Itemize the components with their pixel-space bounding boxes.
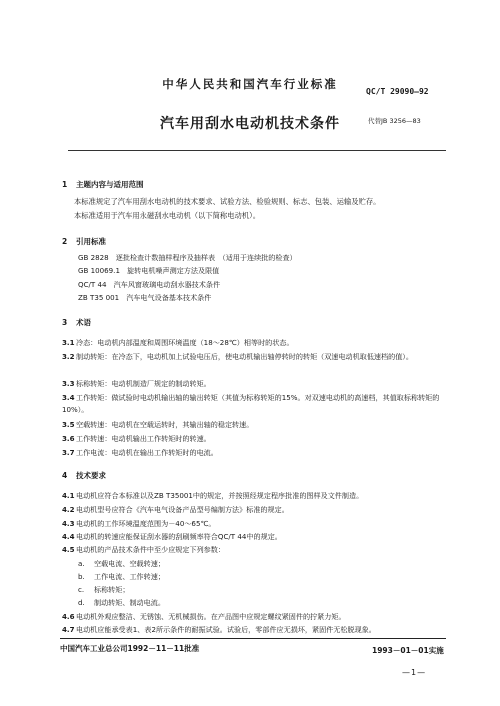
term-item <box>62 337 440 349</box>
footer-divider <box>60 638 446 639</box>
section-heading-4 <box>62 470 106 481</box>
parameter-text: 制动转矩、制动电流。 <box>94 598 165 607</box>
requirement-item <box>62 624 440 636</box>
requirement-number: 4.7 <box>62 625 75 634</box>
term-number: 3.3 <box>62 379 75 388</box>
scope-paragraph: 本标准规定了汽车用刮水电动机的技术要求、试验方法、检验规则、标志、包装、运输及贮存。 <box>74 197 381 206</box>
implementation-date: 1993－01－01实施 <box>372 646 444 655</box>
term-item <box>62 433 440 445</box>
requirement-number: 4.1 <box>62 491 75 500</box>
term-number: 3.5 <box>62 420 75 429</box>
requirement-number: 4.3 <box>62 519 75 528</box>
requirement-number: 4.2 <box>62 505 75 514</box>
parameter-item <box>78 559 165 569</box>
section-heading-2 <box>62 236 106 247</box>
standard-number: QC/T 29090—92 <box>366 87 429 96</box>
page-number: —1— <box>402 668 427 677</box>
term-number: 3.7 <box>62 448 75 457</box>
header-divider <box>68 150 446 151</box>
section-title: 技术要求 <box>76 471 106 480</box>
requirement-text: 电动机外观应整洁、无锈蚀、无机械损伤。在产品图中应规定螺纹紧固件的拧紧力矩。 <box>76 612 346 621</box>
requirement-text: 电动机的产品技术条件中至少应规定下列参数： <box>76 545 225 554</box>
section-heading-3 <box>62 317 91 328</box>
section-title: 主题内容与适用范围 <box>76 180 144 189</box>
section-number: 4 <box>62 471 68 480</box>
reference-item: GB 10069.1 旋转电机噪声测定方法及限值 <box>78 266 220 275</box>
term-text: 工作转速：电动机输出工作转矩时的转速。 <box>76 434 211 443</box>
term-item <box>62 419 440 431</box>
parameter-label: b. <box>78 572 85 581</box>
parameter-text: 工作电流、工作转速； <box>94 572 165 581</box>
parameter-text: 空载电流、空载转速； <box>94 559 165 568</box>
parameter-label: c. <box>78 585 85 594</box>
term-item <box>62 447 440 459</box>
term-item <box>62 392 440 416</box>
term-item <box>62 351 440 363</box>
section-title: 引用标准 <box>76 237 106 246</box>
parameter-label: a. <box>78 559 85 568</box>
term-number: 3.2 <box>62 352 75 361</box>
parameter-item <box>78 572 165 582</box>
term-text: 冷态：电动机内部温度和周围环境温度（18～28℃）相等时的状态。 <box>76 338 294 347</box>
requirement-number: 4.6 <box>62 612 75 621</box>
replaces-standard: 代替JB 3256—83 <box>368 117 421 125</box>
requirement-text: 电动机应能承受表1、表2所示条件的耐振试验。试验后，零部件应无损坏，紧固件无松脱现象。 <box>76 625 376 634</box>
parameter-item <box>78 585 129 595</box>
term-text: 制动转矩：在冷态下，电动机加上试验电压后，使电动机输出轴停转时的转矩（双速电动机取低速档的值）。 <box>76 352 413 361</box>
requirement-item <box>62 611 440 623</box>
term-number: 3.1 <box>62 338 75 347</box>
parameter-label: d. <box>78 598 85 607</box>
requirement-text: 电动机的转速应能保证刮水器的刮刷频率符合QC/T 44中的规定。 <box>76 532 282 541</box>
term-item <box>62 378 440 390</box>
requirement-item <box>62 531 440 543</box>
requirement-item <box>62 518 440 530</box>
section-heading-1 <box>62 179 144 190</box>
standard-category-title: 中华人民共和国汽车行业标准 <box>162 77 338 91</box>
requirement-text: 电动机的工作环境温度范围为－40～65℃。 <box>76 519 216 528</box>
approval-date: 中国汽车工业总公司1992－11－11批准 <box>60 644 200 653</box>
section-number: 3 <box>62 318 68 327</box>
section-title: 术语 <box>76 318 91 327</box>
requirement-number: 4.5 <box>62 545 75 554</box>
requirement-item <box>62 544 440 556</box>
term-text: 空载转速：电动机在空载运转时，其输出轴的稳定转速。 <box>76 420 254 429</box>
reference-item: GB 2828 逐批检查计数抽样程序及抽样表 （适用于连续批的检查） <box>78 253 297 262</box>
term-text: 工作电流：电动机在输出工作转矩时的电流。 <box>76 448 218 457</box>
term-number: 3.4 <box>62 393 75 402</box>
parameter-item <box>78 598 165 608</box>
scope-paragraph: 本标准适用于汽车用永磁刮水电动机（以下简称电动机）。 <box>74 211 261 220</box>
section-number: 1 <box>62 180 68 189</box>
reference-item: ZB T35 001 汽车电气设备基本技术条件 <box>78 293 212 302</box>
section-number: 2 <box>62 237 68 246</box>
term-text: 标称转矩：电动机制造厂规定的制动转矩。 <box>76 379 211 388</box>
requirement-number: 4.4 <box>62 532 75 541</box>
parameter-text: 标称转矩； <box>94 585 130 594</box>
requirement-text: 电动机应符合本标准以及ZB T35001中的规定，并按照经规定程序批准的图样及文件制造。 <box>76 491 364 500</box>
reference-item: QC/T 44 汽车风窗玻璃电动刮水器技术条件 <box>78 280 221 289</box>
requirement-item <box>62 490 440 502</box>
term-number: 3.6 <box>62 434 75 443</box>
term-text: 工作转矩：做试验时电动机输出轴的输出转矩（其值为标称转矩的15%。对双速电动机的高速档，其值取标称转矩的10%）。 <box>62 393 440 414</box>
requirement-item <box>62 504 440 516</box>
document-title: 汽车用刮水电动机技术条件 <box>160 116 340 132</box>
requirement-text: 电动机型号应符合《汽车电气设备产品型号编制方法》标准的规定。 <box>76 505 289 514</box>
